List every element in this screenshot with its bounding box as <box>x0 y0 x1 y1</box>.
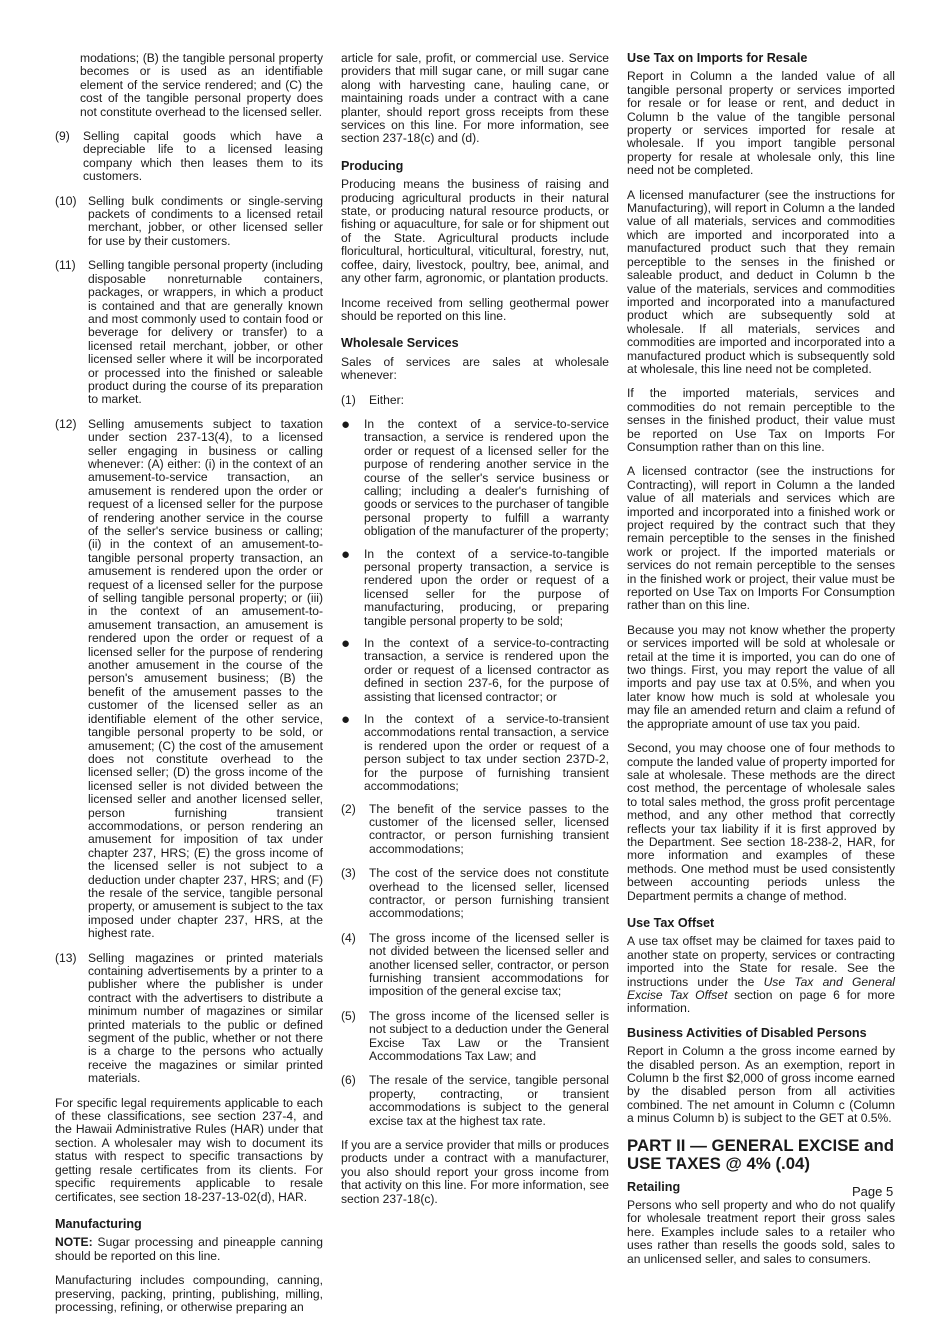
bullet-icon: ● <box>341 415 351 433</box>
wholesale-intro: Sales of services are sales at wholesale whenever: <box>341 354 609 383</box>
list-item: (6) The resale of the service, tangible personal property, contracting, or transient accommodations is subject to the general excise tax at the highest tax rate. <box>341 1073 609 1128</box>
paragraph: A licensed contractor (see the instructions for Contracting), will report in Column a the landed value of all materials and services which are imported and incorporated into a finished work or project required by the contract such that they remain perceptible to the senses in the finished work or project. If the imported materials or services do not remain perceptible to the senses in the finished work or project, their value must be reported on Use Tax on Imports For Consumption rather than on this line. <box>627 464 895 613</box>
paragraph: If the imported materials, services and commodities do not remain perceptible to the senses in the finished product, their value must be reported on Use Tax on Imports For Consumption rather than on this line. <box>627 386 895 454</box>
bullet-item: ● In the context of a service-to-contracting transaction, a service is rendered upon the order or request of a licensed contractor as defined in section 237-6, for the purpose of assisting that licensed contractor; or <box>341 635 609 704</box>
producing-paragraph: Producing means the business of raising and producing agricultural products in their natural state, or producing natural resource products, or fishing or aquaculture, for sale or for shipment out of the State. Agricultural products include floricultural, horticultural, viticultural, forestry, nut, coffee, dairy, livestock, poultry, bee, animal, and any other farm, agronomic, or plantation products. <box>341 177 609 286</box>
paragraph: Second, you may choose one of four methods to compute the landed value of property imported for sale at wholesale. These methods are the direct cost method, the percentage of wholesale sales to total sales method, the gross profit percentage method, and any other method that correctly reflects your tax liability if it is first approved by the Department. See section 18-238-2, HAR, for more information and examples of these methods. One method must be used consistently between accounting periods unless the Department permits a change of method. <box>627 741 895 903</box>
list-item: (11) Selling tangible personal property (including disposable nonreturnable containers, packages, or wrappers, in which a product is contained and that are generally known and most commonly used to contain food or beverage for delivery or transfer) to a licensed retail merchant, jobber, or other licensed seller where it will be incorporated or processed into the finished or saleable product during the course of its preparation to market. <box>55 258 323 407</box>
list-item: (13) Selling magazines or printed materials containing advertisements by a printer to a publisher where the publisher is under contract with the advertisers to distribute a minimum number of magazines or similar printed materials to the public or defined segment of the public, whether or not there is a charge to the persons who actually receive the magazines or similar printed materials. <box>55 950 323 1086</box>
list-item: (4) The gross income of the licensed seller is not divided between the licensed seller and another licensed seller, contractor, or person furnishing transient accommodations for imposition of the general excise tax; <box>341 930 609 999</box>
page-number: Page 5 <box>852 1184 894 1199</box>
retailing-paragraph: Persons who sell property and who do not qualify for wholesale treatment report their gross sales here. Examples include sales to a retailer who uses rather than resells the goods sold, sales to an unlicensed seller, and sales to consumers. <box>627 1198 895 1266</box>
mill-paragraph: If you are a service provider that mills or produces products under a contract with a manufacturer, you also should report your gross income from that activity on this line. For more information, see section 237-18(c). <box>341 1138 609 1206</box>
paragraph: Because you may not know whether the property or services imported will be sold at wholesale or retail at the time it is imported, you can do one of two things. First, you may report the value of all imports and pay use tax at 0.5%, and when you later know how much is sold at wholesale you may file an amended return and claim a refund of the appropriate amount of use tax you paid. <box>627 622 895 731</box>
column-3 <box>627 52 895 1277</box>
specific-requirements-paragraph: For specific legal requirements applicable to each of these classifications, see section 237-4, and the Hawaii Administrative Rules (HAR) under that section. A wholesaler may wish to document its status with respect to specific transactions by getting resale certificates from its clients. For specific requirements applicable to resale certificates, see section 18-237-13-02(d), HAR. <box>55 1095 323 1204</box>
retailing-heading: Retailing <box>627 1179 681 1194</box>
bullet-item: ● In the context of a service-to-service transaction, a service is rendered upon the order or request of a licensed seller for the purpose of rendering another service in the course of the seller's service business or calling; including a dealer's furnishing of goods or services to the purchaser of tangible personal property to fulfill a warranty obligation of the manufacturer of the property; <box>341 415 609 539</box>
use-tax-offset-heading: Use Tax Offset <box>627 915 715 930</box>
manufacturing-continuation: article for sale, profit, or commercial use. Service providers that mill sugar cane, or mill sugar cane along with harvesting cane, hauling cane, or maintaining roads under a contract with a cane planter, should report gross receipts from these services on this line. For more information, see section 237-18(c) and (d). <box>341 51 609 146</box>
list-item: (1) Either: <box>341 392 404 407</box>
bullet-icon: ● <box>341 711 351 729</box>
producing-heading: Producing <box>341 158 404 173</box>
paragraph: Report in Column a the landed value of all tangible personal property or services imported for resale or for lease or rent, and deduct in Column b the value of the tangible personal property or services imported for resale at wholesale. If you import tangible personal property for resale at wholesale only, this line need not be completed. <box>627 69 895 178</box>
manufacturing-heading: Manufacturing <box>55 1216 142 1231</box>
part-ii-heading: PART II — GENERAL EXCISE and USE TAXES @ 4% (.04) <box>627 1135 894 1173</box>
list-item: (10) Selling bulk condiments or single-serving packets of condiments to a licensed retail merchant, jobber, or other licensed seller for use by their customers. <box>55 193 323 248</box>
use-tax-offset-paragraph: A use tax offset may be claimed for taxes paid to another state on property, services or contracting imported into the State for resale. See the instructions under the Use Tax and General Excise Tax Offset section on page 6 for more information. <box>627 934 895 1016</box>
bullet-item: ● In the context of a service-to-transient accommodations rental transaction, a service is rendered upon the order or request of a person subject to tax under section 237D-2, for the purpose of furnishing transient accommodations; <box>341 711 609 794</box>
disabled-persons-paragraph: Report in Column a the gross income earned by the disabled person. As an exemption, report in Column b the first $2,000 of gross income earned by the disabled person from all activities combined. The net amount in Column c (Column a minus Column b) is subject to the GET at 0.5%. <box>627 1044 895 1126</box>
list-item: (9) Selling capital goods which have a depreciable life to a licensed leasing company which then leases them to its customers. <box>55 129 323 184</box>
note-label: NOTE: <box>55 1235 93 1250</box>
wholesale-services-heading: Wholesale Services <box>341 336 459 351</box>
column-1 <box>55 52 323 1325</box>
disabled-persons-heading: Business Activities of Disabled Persons <box>627 1025 867 1040</box>
bullet-icon: ● <box>341 545 351 563</box>
column-2 <box>341 52 609 1217</box>
use-tax-imports-heading: Use Tax on Imports for Resale <box>627 51 808 65</box>
list-item: (2) The benefit of the service passes to the customer of the licensed seller, licensed contractor, or person furnishing transient accommodations; <box>341 801 609 856</box>
list-item: (12) Selling amusements subject to taxation under section 237-13(4), to a licensed seller engaging in business or calling whenever: (A) either: (i) in the context of an amusement-to-service transaction, an amusement is rendered upon the order or request of a licensed seller for the purpose of rendering another service in the course of the seller's service business or calling; (ii) in the context of an amusement-to-tangible personal property transaction, an amusement is rendered upon the order or request of a licensed seller for the purpose of selling tangible personal property; or (iii) in the context of an amusement-to-amusement transaction, an amusement is rendered upon the order or request of a licensed seller for the purpose of rendering another amusement in the course of the person's amusement business; (B) the benefit of the amusement passes to the customer of the licensed seller as an identifiable element of the other service, tangible personal property to be sold, or amusement; (C) the cost of the amusement does not constitute overhead to the licensed seller; (D) the gross income of the licensed seller is not divided between the licensed seller and another licensed seller, person furnishing transient accommodations, or person rendering an amusement for imposition of tax under chapter 237, HRS; (E) the gross income of the licensed seller is not subject to a deduction under chapter 237, HRS; and (F) the resale of the service, tangible personal property, or amusement is subject to the tax imposed under chapter 237, HRS, at the highest rate. <box>55 416 323 941</box>
list-item: (5) The gross income of the licensed seller is not subject to a deduction under the General Excise Tax Law or the Transient Accommodations Tax Law; and <box>341 1008 609 1063</box>
paragraph: A licensed manufacturer (see the instructions for Manufacturing), will report in Column a the landed value of all materials, services and commodities which are imported and incorporated into a manufactured product such that they remain perceptible to the senses in the finished or saleable product, and deduct in Column b the value of the materials, services and commodities imported and incorporated into a manufactured product which are subsequently sold at wholesale. If all materials, services and commodities are imported and incorporated into a manufactured product which is subsequently sold at wholesale, this line need not be completed. <box>627 187 895 376</box>
bullet-item: ● In the context of a service-to-tangible personal property transaction, a service is rendered upon the order or request of a licensed seller for the purpose of manufacturing, producing, or preparing tangible personal property to be sold; <box>341 545 609 628</box>
geothermal-paragraph: Income received from selling geothermal power should be reported on this line. <box>341 295 609 323</box>
list-item: (3) The cost of the service does not constitute overhead to the licensed seller, licensed contractor, or person furnishing transient accommodations; <box>341 866 609 921</box>
item-8-continuation: modations; (B) the tangible personal property becomes or is used as an identifiable element of the service rendered; and (C) the cost of the tangible personal property does not constitute overhead to the licensed seller. <box>80 51 323 119</box>
bullet-icon: ● <box>341 635 351 653</box>
manufacturing-paragraph: Manufacturing includes compounding, canning, preserving, packing, printing, publishing, milling, processing, refining, or otherwise preparing an <box>55 1273 323 1314</box>
manufacturing-note: NOTE: Sugar processing and pineapple canning should be reported on this line. <box>55 1235 323 1263</box>
